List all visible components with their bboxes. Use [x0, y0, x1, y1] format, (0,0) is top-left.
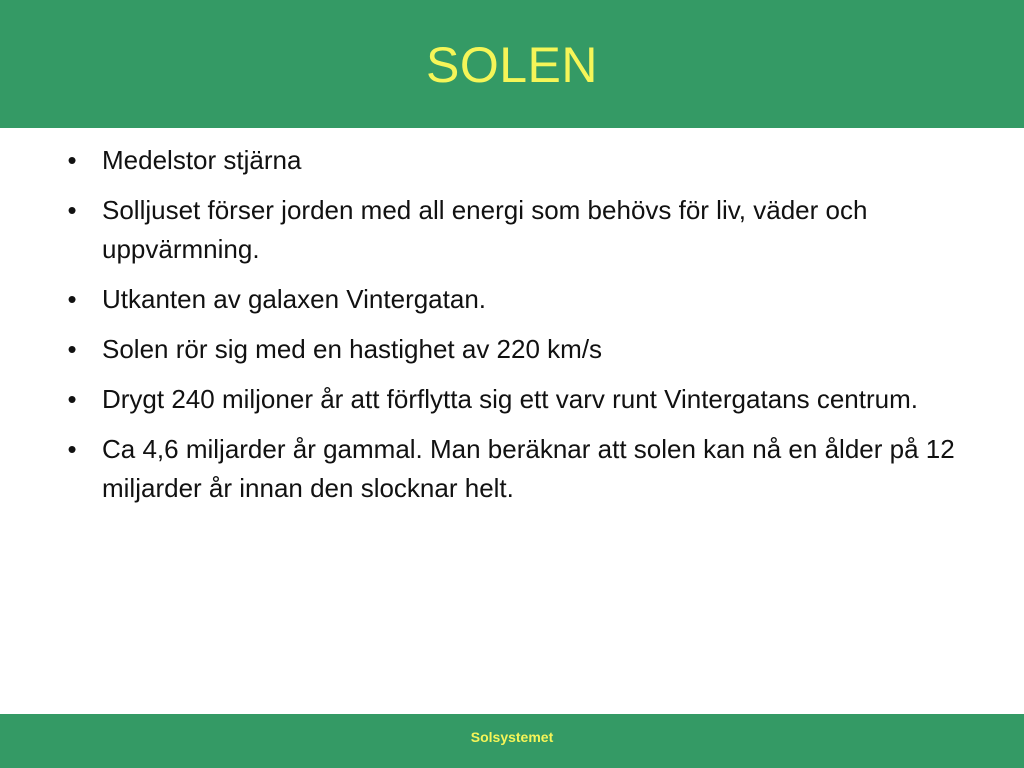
bullet-item	[60, 191, 990, 269]
bullet-item	[60, 141, 990, 180]
bullet-item	[60, 380, 990, 419]
bullet-text: Utkanten av galaxen Vintergatan.	[102, 284, 487, 314]
footer-band	[0, 714, 1024, 768]
bullet-item	[60, 280, 990, 319]
bullet-list	[60, 141, 990, 519]
bullet-marker: •	[67, 434, 77, 464]
bullet-text: Solljuset förser jorden med all energi som behövs för liv, väder och uppvärmning.	[102, 195, 868, 264]
bullet-text: Ca 4,6 miljarder år gammal. Man beräknar att solen kan nå en ålder på 12 miljarder år innan den slocknar helt.	[102, 434, 955, 503]
bullet-text: Medelstor stjärna	[102, 145, 302, 175]
bullet-text: Drygt 240 miljoner år att förflytta sig ett varv runt Vintergatans centrum.	[102, 384, 918, 414]
bullet-item	[60, 430, 990, 508]
bullet-item	[60, 330, 990, 369]
bullet-text: Solen rör sig med en hastighet av 220 km/s	[102, 334, 603, 364]
bullet-marker: •	[67, 334, 77, 364]
bullet-marker: •	[67, 384, 77, 414]
slide-title: SOLEN	[425, 37, 598, 93]
bullet-marker: •	[67, 145, 77, 175]
bullet-marker: •	[67, 195, 77, 225]
footer-label: Solsystemet	[470, 728, 554, 745]
title-band	[0, 0, 1024, 128]
bullet-marker: •	[67, 284, 77, 314]
